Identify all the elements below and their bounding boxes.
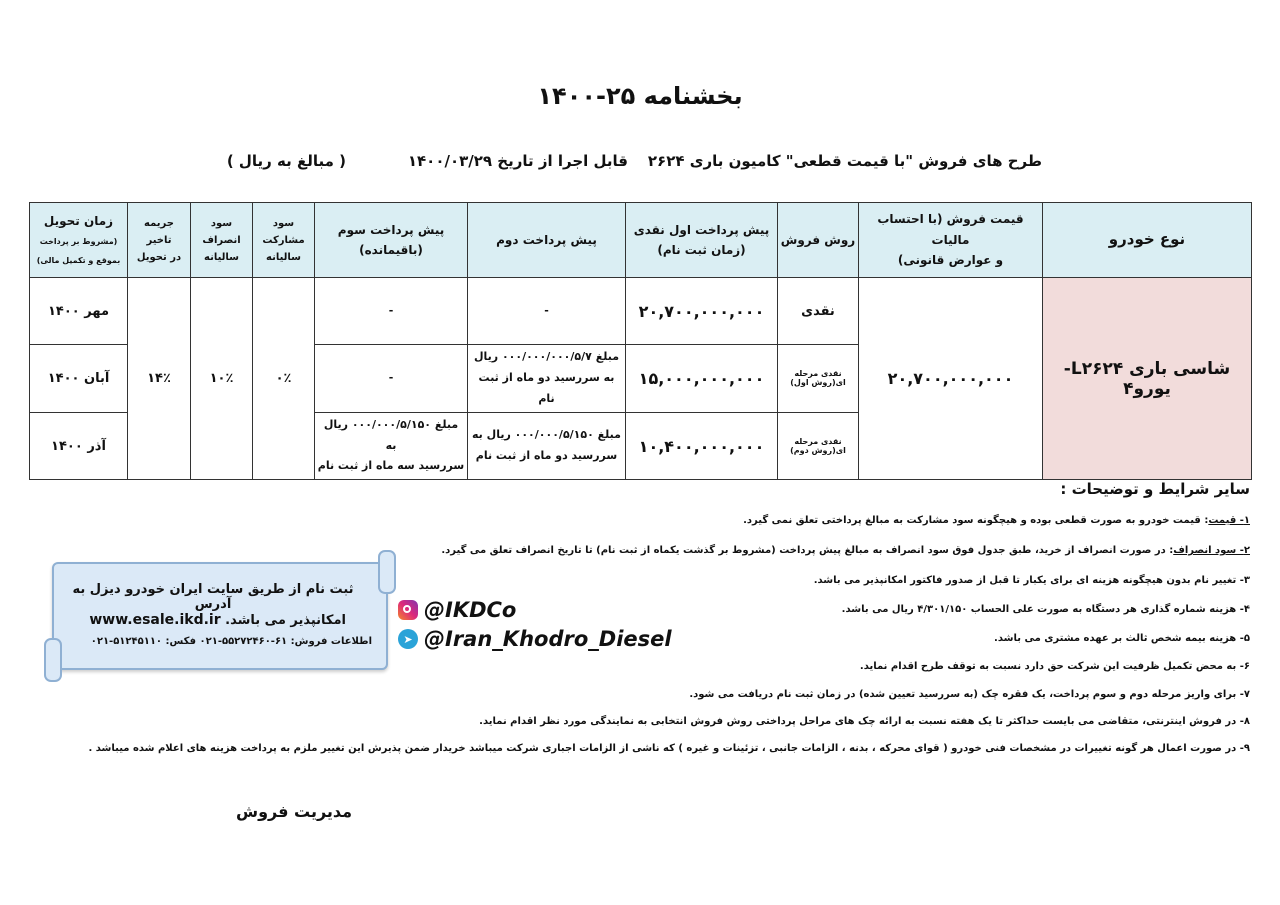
penalty-cell: ۱۴٪ [128,278,191,480]
second-payment-cell: مبلغ ۰۰۰/۰۰۰/۰۰۰/۵/۷ ریال به سررسید دو ماه از ثبت نام [468,345,626,413]
note-item: ۲- سود انصراف: در صورت انصراف از خرید، طبق جدول فوق سود انصراف به مبالغ پیش پرداخت (مشروط بر گذشت یکماه از ثبت نام) تا تاریخ انصراف تعلق می گیرد. [441,545,1250,556]
currency-unit: ( مبالغ به ریال ) [226,152,346,170]
note-item: ۶- به محض تکمیل ظرفیت این شرکت حق دارد نسبت به توقف طرح اقدام نماید. [859,661,1250,672]
header-delivery: زمان تحویل (مشروط بر پرداخت بموقع و تکمیل مالی) [30,203,128,278]
note-item: ۳- تغییر نام بدون هیچگونه هزینه ای برای یکبار تا قبل از صدور فاکتور امکانپذیر می باشد. [813,575,1250,586]
first-payment-cell: ۱۵,۰۰۰,۰۰۰,۰۰۰ [626,345,778,413]
method-cell: نقدی مرحله ای(روش اول) [778,345,859,413]
header-vehicle: نوع خودرو [1043,203,1252,278]
delivery-cell: مهر ۱۴۰۰ [30,278,128,345]
method-cell: نقدی مرحله ای(روش دوم) [778,412,859,480]
header-profit: سود مشارکت سالیانه [253,203,315,278]
delivery-cell: آذر ۱۴۰۰ [30,412,128,480]
registration-banner [52,562,388,670]
header-price: قیمت فروش (با احتساب مالیات و عوارض قانونی) [859,203,1043,278]
second-payment-cell: - [468,278,626,345]
third-payment-cell: - [315,345,468,413]
price-cell: ۲۰,۷۰۰,۰۰۰,۰۰۰ [859,278,1043,480]
instagram-handle[interactable]: @IKDCo [398,598,516,622]
note-item: ۹- در صورت اعمال هر گونه تغییرات در مشخصات فنی خودرو ( قوای محرکه ، بدنه ، الزامات جانبی ، تزئینات و غیره ) که ناشی از الزامات اجباری شرکت میباشد خریدار ضمن پذیرش این تغییر ملزم به پرداخت هزینه های اعلام شده میباشد . [88,743,1250,754]
note-item: ۵- هزینه بیمه شخص ثالث بر عهده مشتری می باشد. [994,633,1250,644]
plan-title: طرح های فروش "با قیمت قطعی" کامیون باری ۲۶۲۴ [647,152,1042,170]
first-payment-cell: ۲۰,۷۰۰,۰۰۰,۰۰۰ [626,278,778,345]
effective-date: قابل اجرا از تاریخ ۱۴۰۰/۰۳/۲۹ [407,152,628,170]
notes-heading: سایر شرایط و توضیحات : [1060,480,1250,498]
profit-cell: ۰٪ [253,278,315,480]
header-first-payment: پیش پرداخت اول نقدی (زمان ثبت نام) [626,203,778,278]
signature: مدیریت فروش [236,802,353,821]
header-third-payment: پیش پرداخت سوم (باقیمانده) [315,203,468,278]
third-payment-cell: مبلغ ۰۰۰/۰۰۰/۵/۱۵۰ ریال به سررسید سه ماه از ثبت نام [315,412,468,480]
banner-line1: ثبت نام از طریق سایت ایران خودرو دیزل به آدرس [72,582,354,612]
header-cancel: سود انصراف سالیانه [191,203,253,278]
note-item: ۷- برای واریز مرحله دوم و سوم پرداخت، یک فقره چک (به سررسید تعیین شده) در زمان ثبت نام دریافت می شود. [689,689,1250,700]
banner-url[interactable]: www.esale.ikd.ir [89,612,221,628]
page-title: بخشنامه ۲۵-۱۴۰۰ [537,82,743,110]
instagram-icon [398,600,418,620]
second-payment-cell: مبلغ ۰۰۰/۰۰۰/۵/۱۵۰ ریال به سررسید دو ماه از ثبت نام [468,412,626,480]
delivery-cell: آبان ۱۴۰۰ [30,345,128,413]
vehicle-cell: شاسی باری L۲۶۲۴- یورو۴ [1043,278,1252,480]
note-item: ۸- در فروش اینترنتی، متقاضی می بایست حداکثر تا یک هفته نسبت به ارائه چک های مراحل پرداختی روش فروش انتخابی به نمایندگی مورد نظر اقدام نماید. [479,716,1250,727]
third-payment-cell: - [315,278,468,345]
first-payment-cell: ۱۰,۴۰۰,۰۰۰,۰۰۰ [626,412,778,480]
table-header-row [30,203,1252,278]
method-cell: نقدی [778,278,859,345]
header-penalty: جریمه تاخیر در تحویل [128,203,191,278]
note-item: ۱- قیمت: قیمت خودرو به صورت قطعی بوده و هیچگونه سود مشارکت به مبالغ پرداختی تعلق نمی گیرد. [743,515,1250,526]
banner-contact: اطلاعات فروش: ۶۱-۵۵۲۷۲۴۶۰-۰۲۱ فکس: ۵۱۲۴۵۱۱۰-۰۲۱ [90,636,372,647]
note-item: ۴- هزینه شماره گذاری هر دستگاه به صورت علی الحساب ۴/۳۰۱/۱۵۰ ریال می باشد. [841,604,1250,615]
banner-line2: امکانپذیر می باشد. www.esale.ikd.ir [89,612,346,628]
header-method: روش فروش [778,203,859,278]
scroll-roll-decoration [44,638,62,682]
telegram-handle[interactable]: ➤ @Iran_Khodro_Diesel [398,627,672,651]
telegram-icon: ➤ [398,629,418,649]
price-table [29,202,1252,480]
table-row [30,278,1252,345]
header-second-payment: پیش پرداخت دوم [468,203,626,278]
scroll-roll-decoration [378,550,396,594]
cancel-cell: ۱۰٪ [191,278,253,480]
